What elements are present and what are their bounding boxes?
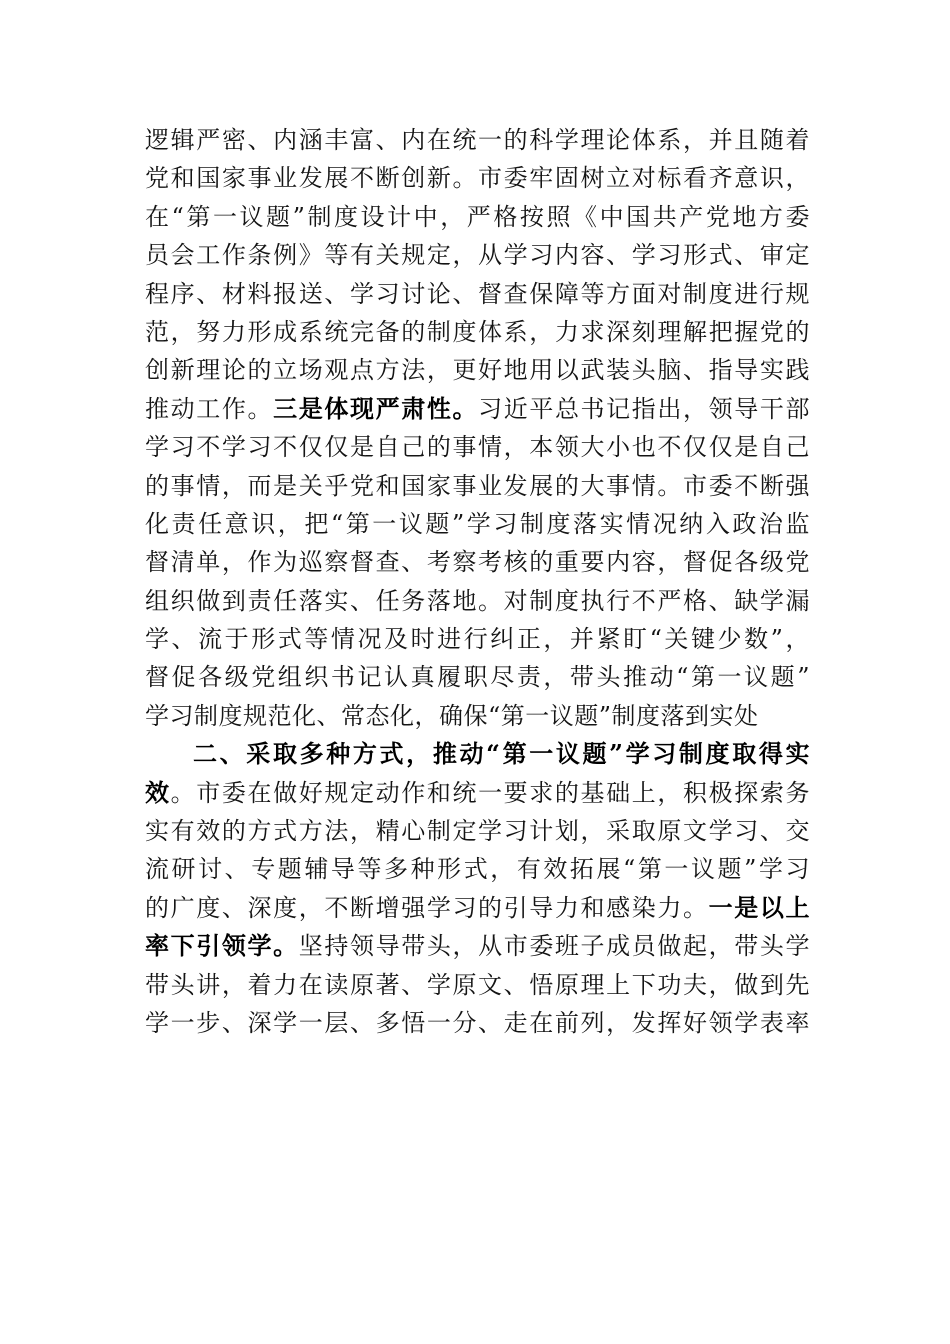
text-line: 员会工作条例》等有关规定，从学习内容、学习形式、审定: [145, 241, 810, 270]
body-text: [145, 121, 810, 1042]
text-line: 学、流于形式等情况及时进行纠正，并紧盯“关键少数”，: [145, 625, 810, 654]
text-line: 在“第一议题”制度设计中，严格按照《中国共产党地方委: [145, 202, 810, 231]
text-line: [145, 889, 810, 927]
text-line: 带头讲，着力在读原著、学原文、悟原理上下功夫，做到先: [145, 970, 810, 999]
text-line: 督促各级党组织书记认真履职尽责，带头推动“第一议题”: [145, 663, 810, 692]
section-heading: 二、采取多种方式，推动“第一议题”学习制度取得实: [193, 739, 810, 769]
text-line: 督清单，作为巡察督查、考察考核的重要内容，督促各级党: [145, 548, 810, 577]
bold-heading-run: 三是体现严肃性。: [273, 393, 479, 423]
text-line: 党和国家事业发展不断创新。市委牢固树立对标看齐意识，: [145, 164, 810, 193]
text-run: 坚持领导带头，从市委班子成员做起，带头学: [298, 932, 811, 961]
text-run: 。市委在做好规定动作和统一要求的基础上，积极探索务: [170, 778, 811, 807]
bold-heading-run: 一是以上: [708, 892, 811, 922]
text-line: 逻辑严密、内涵丰富、内在统一的科学理论体系，并且随着: [145, 126, 810, 154]
bold-heading-run: 率下引领学。: [145, 931, 299, 961]
text-line: 学一步、深学一层、多悟一分、走在前列，发挥好领学表率: [145, 1008, 810, 1037]
text-line: 学习不学习不仅仅是自己的事情，本领大小也不仅仅是自己: [145, 433, 810, 462]
text-line: 的事情，而是关乎党和国家事业发展的大事情。市委不断强: [145, 471, 810, 500]
text-line: 学习制度规范化、常态化，确保“第一议题”制度落到实处: [145, 701, 759, 730]
section-heading-line: [145, 735, 810, 773]
text-line: [145, 774, 810, 812]
text-line: 创新理论的立场观点方法，更好地用以武装头脑、指导实践: [145, 356, 810, 385]
text-line: 范，努力形成系统完备的制度体系，力求深刻理解把握党的: [145, 317, 810, 346]
text-line: [145, 927, 810, 965]
text-line: 组织做到责任落实、任务落地。对制度执行不严格、缺学漏: [145, 586, 810, 615]
text-line: [145, 390, 810, 428]
text-run: 的广度、深度，不断增强学习的引导力和感染力。: [145, 893, 709, 922]
text-run: 推动工作。: [145, 394, 274, 423]
text-line: 实有效的方式方法，精心制定学习计划，采取原文学习、交: [145, 817, 810, 846]
text-line: 化责任意识，把“第一议题”学习制度落实情况纳入政治监: [145, 509, 810, 538]
text-run: 习近平总书记指出，领导干部: [478, 394, 811, 423]
text-line: 程序、材料报送、学习讨论、督查保障等方面对制度进行规: [145, 279, 810, 308]
text-line: 流研讨、专题辅导等多种形式，有效拓展“第一议题”学习: [145, 855, 810, 884]
section-heading: 效: [145, 777, 171, 807]
